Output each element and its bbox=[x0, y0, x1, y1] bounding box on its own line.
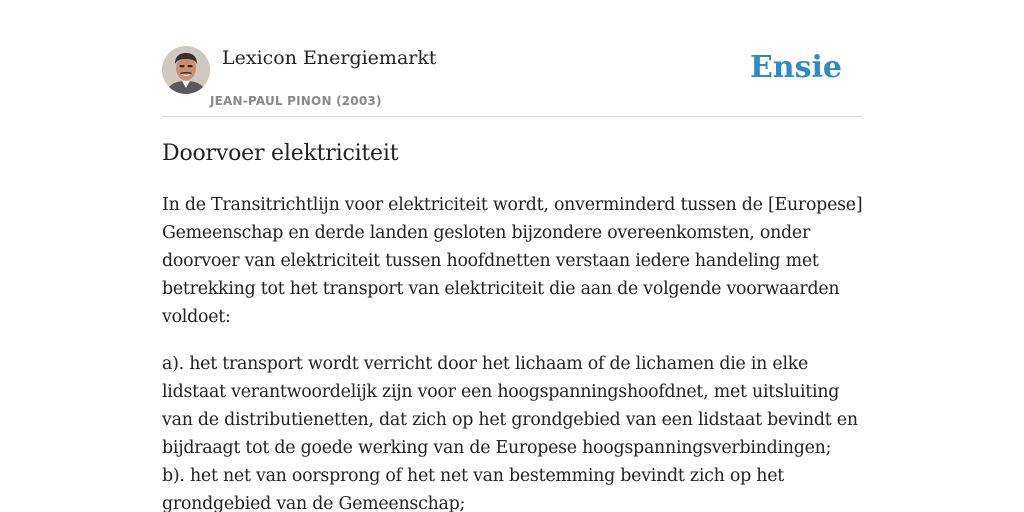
book-title[interactable]: Lexicon Energiemarkt bbox=[222, 47, 437, 69]
author-portrait-icon bbox=[162, 46, 210, 94]
author-avatar[interactable] bbox=[162, 46, 210, 94]
header bbox=[162, 46, 862, 117]
brand-logo[interactable]: Ensie bbox=[749, 50, 842, 85]
article-paragraph: a). het transport wordt verricht door het lichaam of de lichamen die in elke lidstaat verantwoordelijk zijn voor een hoogspanningshoofdnet, met uitsluiting van de distributienetten, dat zich op het grondgebied van een lidstaat bevindt en bijdraagt tot de goede werking van de Europese hoogspanningsverbindingen; bbox=[162, 354, 858, 458]
article-paragraph: In de Transitrichtlijn voor elektriciteit wordt, onverminderd tussen de [Europese] Gemeenschap en derde landen gesloten bijzondere overeenkomsten, onder doorvoer van elektriciteit tussen hoofdnetten verstaan iedere handeling met betrekking tot het transport van elektriciteit die aan de volgende voorwaarden voldoet: bbox=[162, 195, 863, 327]
article bbox=[162, 138, 864, 512]
author-name[interactable]: JEAN-PAUL PINON (2003) bbox=[210, 94, 382, 108]
article-title: Doorvoer elektriciteit bbox=[162, 141, 399, 166]
article-paragraph: b). het net van oorsprong of het net van bestemming bevindt zich op het grondgebied van de Gemeenschap; bbox=[162, 466, 784, 512]
